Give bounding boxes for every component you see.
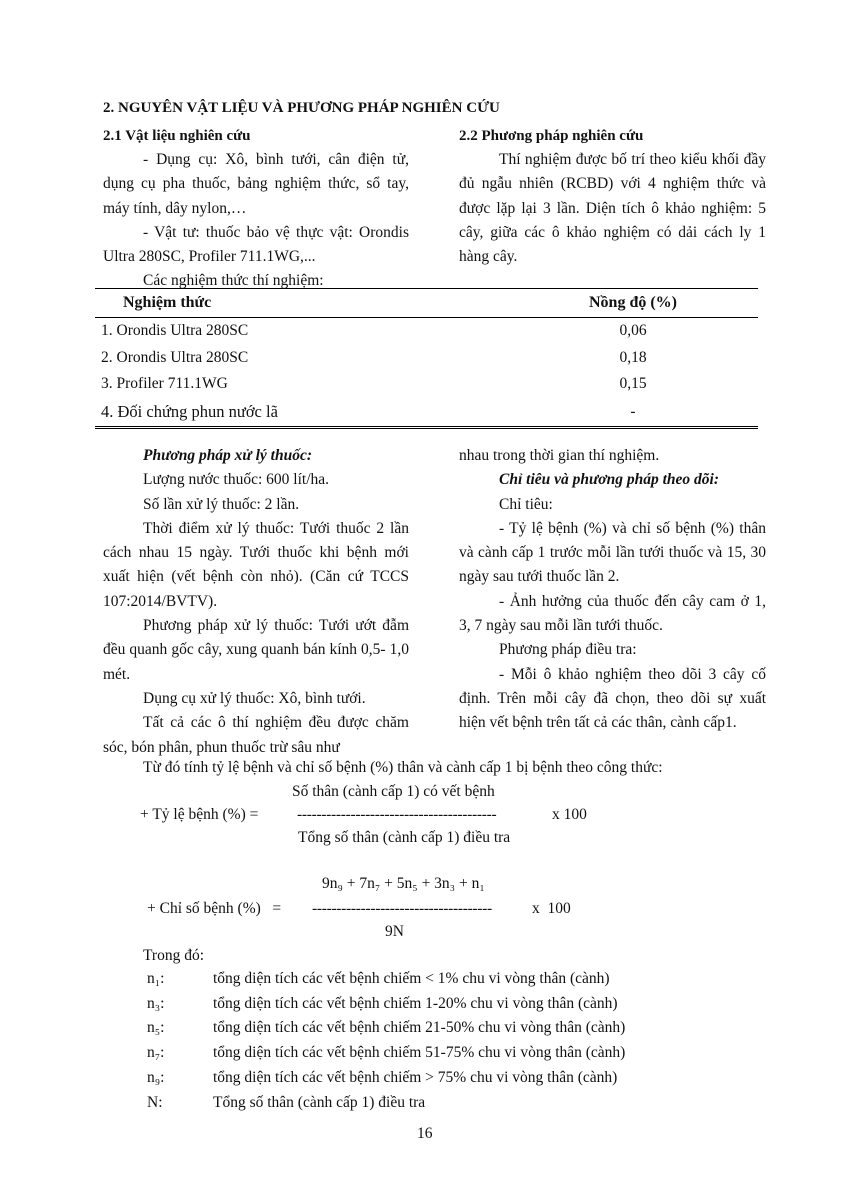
formula1-fraction-bar: ----------------------------------------- (297, 806, 497, 823)
formula2-label: + Chỉ số bệnh (%) = (147, 900, 282, 917)
treatment-method-item: Tất cả các ô thí nghiệm đều được chăm sóc, bón phân, phun thuốc trừ sâu như (103, 714, 409, 756)
definition-item (143, 1016, 703, 1041)
treatment-method-item: Dụng cụ xử lý thuốc: Xô, bình tưới. (143, 689, 366, 707)
definition-item (143, 1041, 703, 1066)
materials-tools: - Dụng cụ: Xô, bình tưới, cân điện tử, dụng cụ pha thuốc, bảng nghiệm thức, sổ tay, máy tính, dây nylon,… (103, 151, 409, 217)
definition-text: tổng diện tích các vết bệnh chiếm < 1% chu vi vòng thân (cành) (213, 970, 610, 987)
formula2-fraction-bar: ------------------------------------- (312, 900, 492, 917)
formula1-multiplier: x 100 (552, 806, 587, 823)
formula2-multiplier: x 100 (532, 900, 571, 917)
indicator-label: Chỉ tiêu: (499, 495, 553, 513)
formula1-label: + Tỷ lệ bệnh (%) = (140, 806, 259, 823)
formula2-denominator: 9N (385, 923, 404, 940)
definitions-list (143, 967, 703, 1115)
monitoring-heading: Chỉ tiêu và phương pháp theo dõi: (499, 471, 719, 489)
definition-text: tổng diện tích các vết bệnh chiếm 21-50% chu vi vòng thân (cành) (213, 1019, 626, 1037)
header-concentration: Nồng độ (%) (508, 289, 758, 318)
table-row (95, 398, 758, 428)
methods-design: Thí nghiệm được bố trí theo kiểu khối đầy đủ ngẫu nhiên (RCBD) với 4 nghiệm thức và được lặp lại 3 lần. Diện tích ô khảo nghiệm: 5 cây, giữa các ô khảo nghiệm có dải cách ly 1 hàng cây. (459, 151, 766, 266)
formula1-numerator: Số thân (cành cấp 1) có vết bệnh (292, 783, 495, 800)
cell-concentration: 0,06 (619, 322, 647, 340)
monitoring-column (459, 444, 766, 736)
formula2-numerator: 9n₉ + 7n₇ + 5n₅ + 3n₃ + n₁ (322, 875, 485, 892)
definition-text: tổng diện tích các vết bệnh chiếm 51-75% chu vi vòng thân (cành) (213, 1044, 626, 1062)
definition-text: tổng diện tích các vết bệnh chiếm > 75% chu vi vòng thân (cành) (213, 1068, 618, 1086)
cell-treatment: 4. Đối chứng phun nước lã (95, 398, 508, 428)
cell-treatment: 2. Orondis Ultra 280SC (101, 348, 249, 366)
table-row (95, 345, 758, 372)
definition-symbol: n₇: (147, 1044, 165, 1062)
definition-symbol: n₃: (147, 994, 165, 1012)
page-number: 16 (417, 1125, 433, 1142)
definition-text: Tổng số thân (cành cấp 1) điều tra (213, 1093, 426, 1111)
definition-symbol: N: (147, 1093, 163, 1111)
header-treatment: Nghiệm thức (95, 289, 508, 318)
indicator-item: - Ảnh hưởng của thuốc đến cây cam ở 1, 3, 7 ngày sau mỗi lần tưới thuốc. (459, 592, 766, 635)
definition-item (143, 1066, 703, 1091)
cell-concentration: 0,18 (619, 348, 647, 366)
cell-concentration: 0,15 (619, 375, 647, 393)
cell-treatment: 1. Orondis Ultra 280SC (101, 322, 249, 340)
treatment-method-column (103, 444, 409, 760)
definition-text: tổng diện tích các vết bệnh chiếm 1-20% chu vi vòng thân (cành) (213, 994, 618, 1012)
treatment-method-item: Thời điểm xử lý thuốc: Tưới thuốc 2 lần cách nhau 15 ngày. Tưới thuốc khi bệnh mới xuất hiện (vết bệnh còn nhỏ). (Căn cứ TCCS 107:2014/BVTV). (103, 519, 409, 610)
definition-symbol: n₁: (147, 970, 165, 987)
treatment-method-heading: Phương pháp xử lý thuốc: (143, 447, 312, 464)
definition-symbol: n₅: (147, 1019, 165, 1037)
materials-supplies: - Vật tư: thuốc bảo vệ thực vật: Orondis Ultra 280SC, Profiler 711.1WG,... (103, 223, 409, 266)
definition-symbol: n₉: (147, 1068, 165, 1086)
formula-intro: Từ đó tính tỷ lệ bệnh và chỉ số bệnh (%) thân và cành cấp 1 bị bệnh theo công thức: (143, 759, 663, 776)
indicator-item: - Tỷ lệ bệnh (%) và chỉ số bệnh (%) thân và cành cấp 1 trước mỗi lần tưới thuốc và 15, 30 ngày sau tưới thuốc lần 2. (459, 519, 766, 586)
table-row (95, 318, 758, 345)
treatment-method-item: Số lần xử lý thuốc: 2 lần. (143, 495, 300, 513)
where-label: Trong đó: (143, 947, 205, 964)
cell-treatment: 3. Profiler 711.1WG (101, 375, 228, 393)
survey-item: - Mỗi ô khảo nghiệm theo dõi 3 cây cố định. Trên mỗi cây đã chọn, theo dõi sự xuất hiện vết bệnh trên tất cả các thân, cành cấp1. (459, 665, 766, 732)
table-header-row (95, 289, 758, 318)
definition-item (143, 1091, 703, 1116)
survey-label: Phương pháp điều tra: (499, 641, 637, 659)
section-title: 2. NGUYÊN VẬT LIỆU VÀ PHƯƠNG PHÁP NGHIÊN CỨU (103, 100, 500, 116)
methods-column (459, 124, 766, 269)
definition-item (143, 967, 703, 992)
treatment-method-item: Phương pháp xử lý thuốc: Tưới ướt đẫm đều quanh gốc cây, xung quanh bán kính 0,5- 1,0 mét. (103, 617, 409, 683)
monitoring-continuation: nhau trong thời gian thí nghiệm. (459, 447, 660, 464)
materials-column (103, 124, 409, 294)
definition-item (143, 992, 703, 1017)
treatment-method-item: Lượng nước thuốc: 600 lít/ha. (143, 471, 330, 489)
treatment-table (95, 288, 758, 429)
cell-concentration: - (508, 398, 758, 428)
materials-heading: 2.1 Vật liệu nghiên cứu (103, 128, 251, 144)
treatments-intro: Các nghiệm thức thí nghiệm: (143, 272, 324, 290)
formula1-denominator: Tổng số thân (cành cấp 1) điều tra (298, 829, 511, 846)
methods-heading: 2.2 Phương pháp nghiên cứu (459, 128, 644, 144)
table-row (95, 371, 758, 398)
